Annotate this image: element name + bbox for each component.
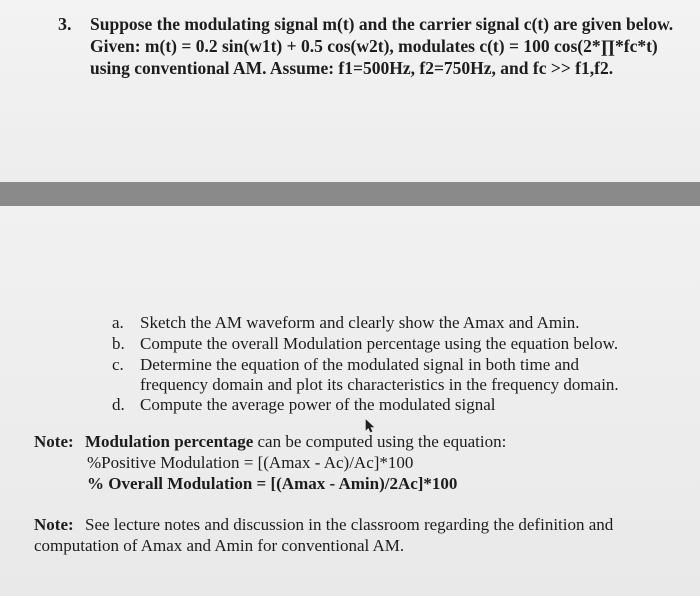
page-divider-band [0,182,700,206]
part-b-letter: b. [112,334,125,353]
overall-modulation-equation: % Overall Modulation = [(Amax - Amin)/2Ac]*100 [87,474,458,493]
part-c-letter: c. [112,355,124,374]
note1-heading-line [85,432,506,452]
note1-heading-rest: can be computed using the equation: [253,432,507,451]
note1-heading: Modulation percentage [85,432,254,451]
part-a-text: Sketch the AM waveform and clearly show the Amax and Amin. [140,313,580,332]
question-line-3: using conventional AM. Assume: f1=500Hz, f2=750Hz, and fc >> f1,f2. [90,58,614,78]
part-d-letter: d. [112,395,125,414]
part-b-text: Compute the overall Modulation percentage using the equation below. [140,334,619,353]
question-line-1: Suppose the modulating signal m(t) and the carrier signal c(t) are given below. [90,14,674,34]
mouse-cursor-icon [365,419,375,433]
part-c-text-line-2: frequency domain and plot its characteristics in the frequency domain. [140,375,619,394]
positive-modulation-equation: %Positive Modulation = [(Amax - Ac)/Ac]*100 [87,453,414,472]
note2-line-2: computation of Amax and Amin for conventional AM. [34,536,405,555]
part-a-letter: a. [112,313,124,332]
question-number: 3. [58,14,72,34]
note1-label: Note: [34,432,74,451]
part-d-text: Compute the average power of the modulated signal [140,395,496,414]
part-c-text-line-1: Determine the equation of the modulated signal in both time and [140,355,580,374]
question-line-2: Given: m(t) = 0.2 sin(w1t) + 0.5 cos(w2t), modulates c(t) = 100 cos(2*∏*fc*t) [90,36,658,56]
note2-label: Note: [34,515,74,534]
note2-line-1: See lecture notes and discussion in the classroom regarding the definition and [85,515,614,534]
